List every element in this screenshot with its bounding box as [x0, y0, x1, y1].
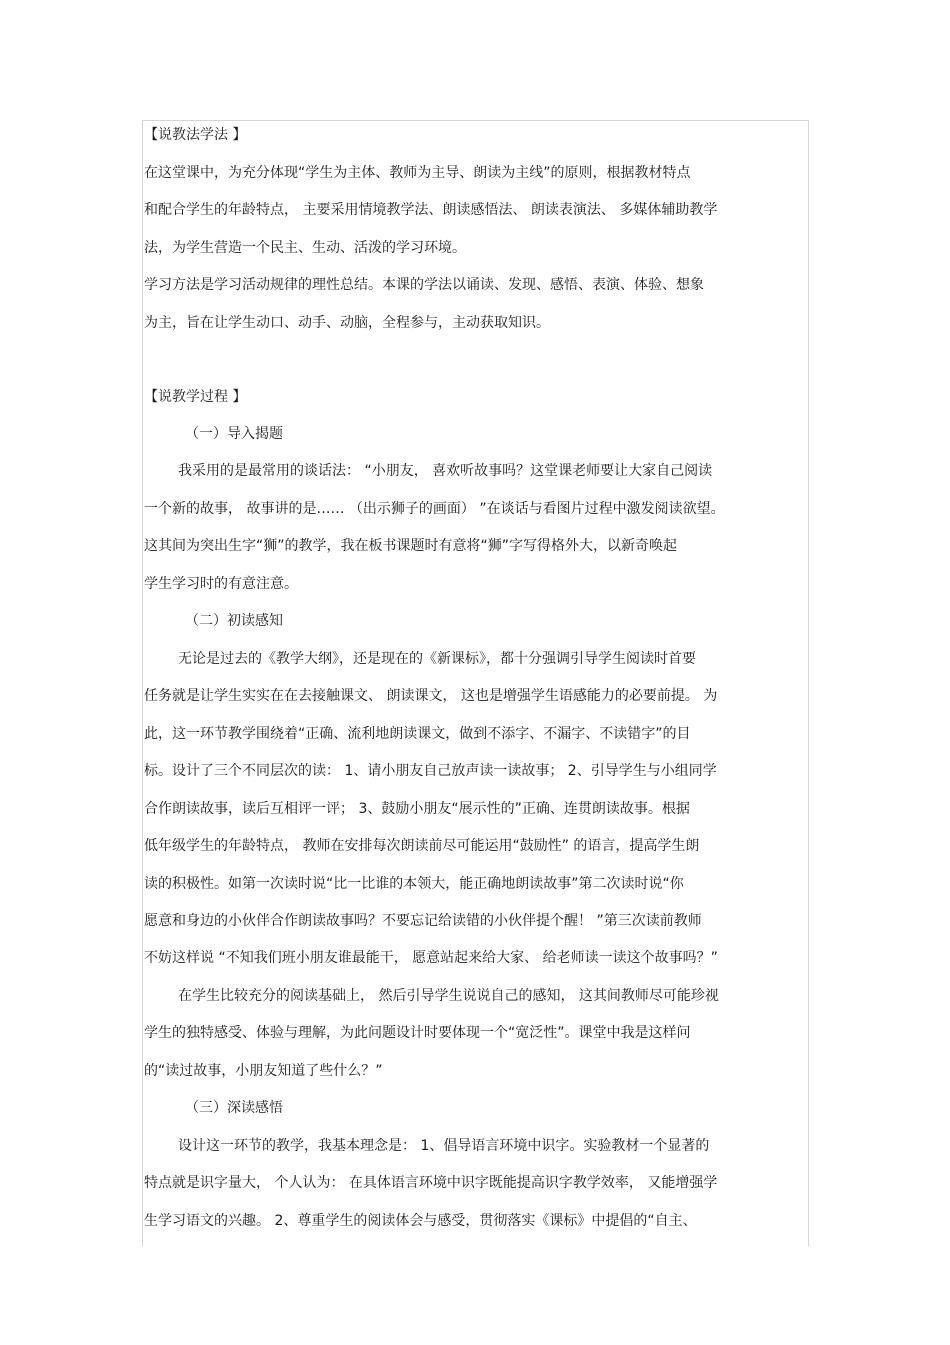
paragraph-line: 学生学习时的有意注意。: [144, 576, 298, 592]
paragraph-line: 标。设计了三个不同层次的读： 1、请小朋友自己放声读一读故事； 2、引导学生与小组同学: [144, 763, 717, 779]
subsection-title-intro: （一）导入揭题: [185, 426, 283, 442]
paragraph-line: 合作朗读故事，读后互相评一评； 3、鼓励小朋友“展示性的”正确、连贯朗读故事。根据: [144, 801, 690, 817]
section-heading-methods: 【说教法学法 】: [144, 127, 247, 143]
paragraph-line: 特点就是识字量大， 个人认为： 在具体语言环境中识字既能提高识字教学效率， 又能增强学: [144, 1175, 718, 1191]
paragraph-line: 这其间为突出生字“狮”的教学，我在板书课题时有意将“狮”字写得格外大，以新奇唤起: [144, 538, 678, 554]
subsection-title-deep-reading: （三）深读感悟: [185, 1100, 283, 1116]
paragraph-line: 学习方法是学习活动规律的理性总结。本课的学法以诵读、发现、感悟、表演、体验、想象: [144, 277, 704, 293]
paragraph-line: 法，为学生营造一个民主、生动、活泼的学习环境。: [144, 240, 466, 256]
section-heading-process: 【说教学过程 】: [144, 389, 247, 405]
paragraph-line: 学生的独特感受、体验与理解，为此问题设计时要体现一个“宽泛性”。课堂中我是这样问: [144, 1025, 691, 1041]
paragraph-line: 一个新的故事， 故事讲的是…… （出示狮子的画面） ”在谈话与看图片过程中激发阅读欲望。: [144, 501, 725, 517]
paragraph-line: 生学习语文的兴趣。 2、尊重学生的阅读体会与感受，贯彻落实《课标》中提倡的“自主、: [144, 1213, 697, 1229]
paragraph-line: 愿意和身边的小伙伴合作朗读故事吗？不要忘记给读错的小伙伴提个醒！ ”第三次读前教师: [144, 913, 702, 929]
paragraph-line: 低年级学生的年龄特点， 教师在安排每次朗读前尽可能运用“鼓励性” 的语言，提高学生朗: [144, 838, 700, 854]
paragraph-line: 设计这一环节的教学，我基本理念是： 1、倡导语言环境中识字。实验教材一个显著的: [178, 1138, 710, 1154]
paragraph-line: 的“读过故事，小朋友知道了些什么？”: [144, 1063, 383, 1079]
subsection-title-first-reading: （二）初读感知: [185, 613, 283, 629]
paragraph-line: 任务就是让学生实实在在去接触课文、 朗读课文， 这也是增强学生语感能力的必要前提。 为: [144, 688, 718, 704]
paragraph-line: 为主，旨在让学生动口、动手、动脑，全程参与，主动获取知识。: [144, 315, 550, 331]
paragraph-line: 此，这一环节教学围绕着“正确、流利地朗读课文，做到不添字、不漏字、不读错字”的目: [144, 726, 691, 742]
paragraph-line: 不妨这样说 “不知我们班小朋友谁最能干， 愿意站起来给大家、 给老师读一读这个故事吗？”: [144, 950, 718, 966]
paragraph-line: 读的积极性。如第一次读时说“比一比谁的本领大，能正确地朗读故事”第二次读时说“你: [144, 876, 684, 892]
paragraph-line: 我采用的是最常用的谈话法： “小朋友， 喜欢听故事吗？这堂课老师要让大家自己阅读: [178, 463, 713, 479]
paragraph-line: 在学生比较充分的阅读基础上， 然后引导学生说说自己的感知， 这其间教师尽可能珍视: [178, 988, 719, 1004]
paragraph-line: 和配合学生的年龄特点， 主要采用情境教学法、朗读感悟法、 朗读表演法、 多媒体辅助教学: [144, 202, 718, 218]
paragraph-line: 无论是过去的《教学大纲》，还是现在的《新课标》，都十分强调引导学生阅读时首要: [178, 651, 696, 667]
paragraph-line: 在这堂课中，为充分体现“学生为主体、教师为主导、朗读为主线”的原则，根据教材特点: [144, 165, 691, 181]
